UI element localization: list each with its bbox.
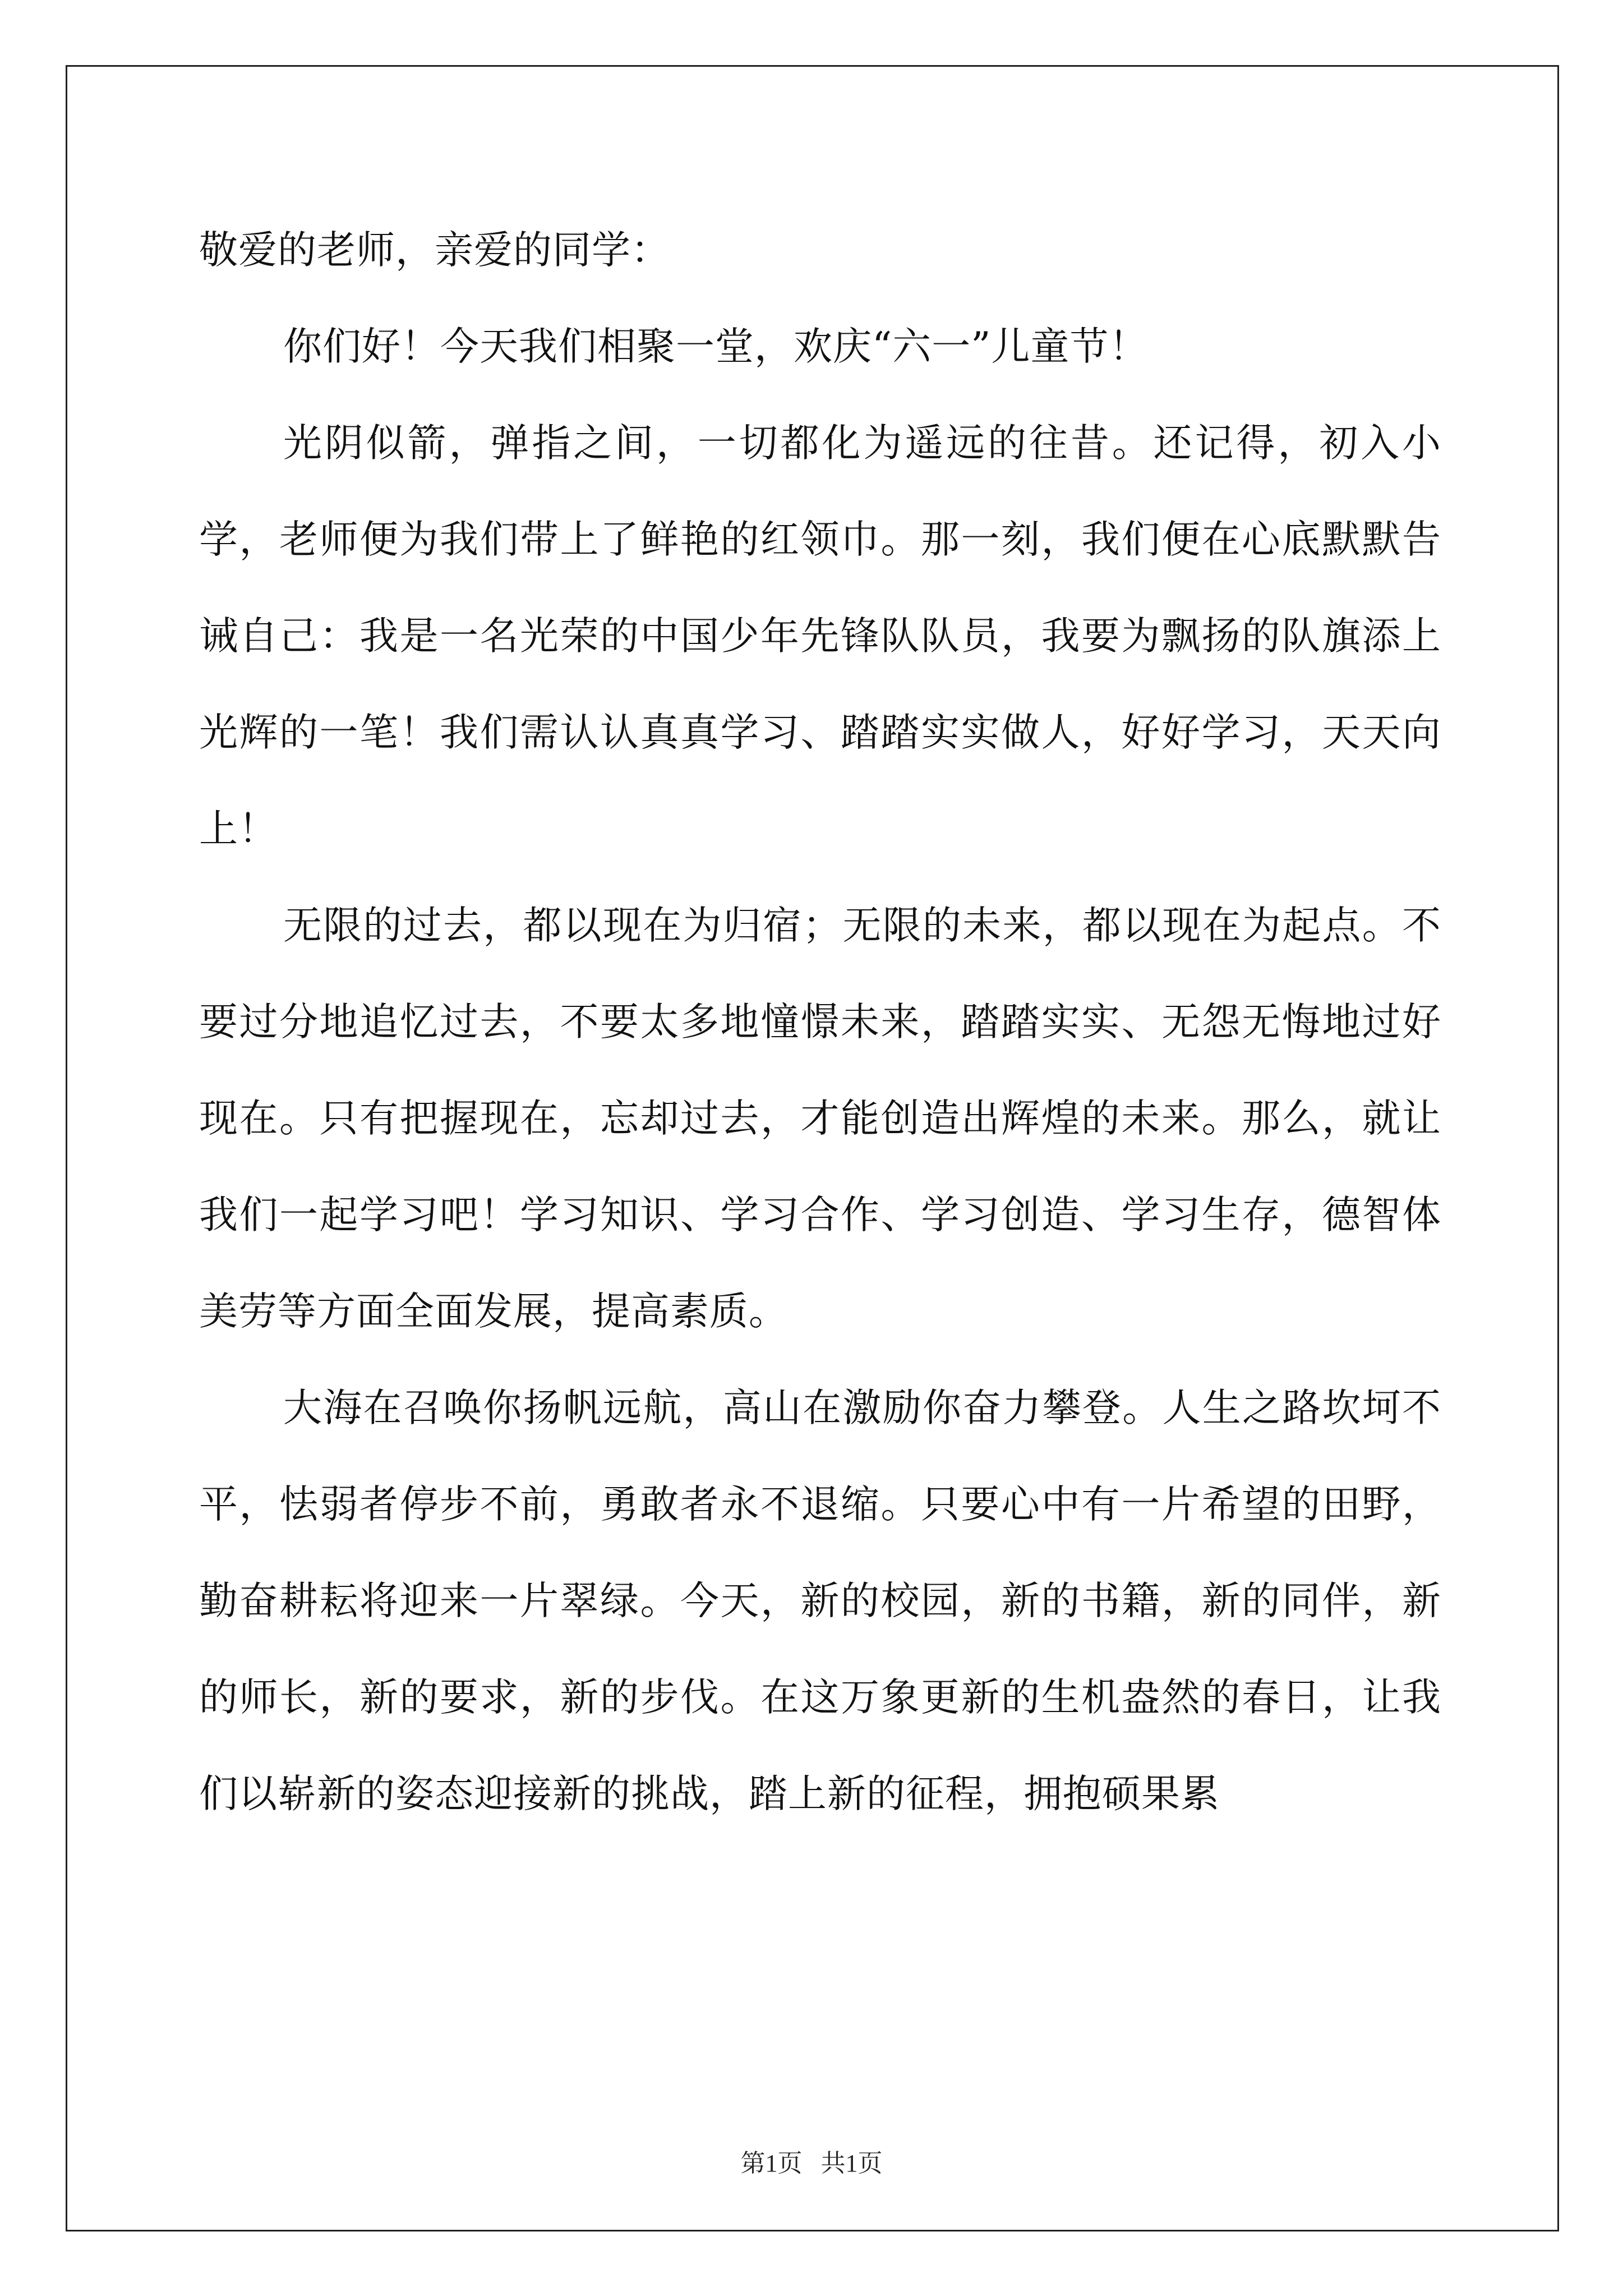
paragraph-time-passes: 光阴似箭，弹指之间，一切都化为遥远的往昔。还记得，初入小学，老师便为我们带上了鲜艳的红领巾。那一刻，我们便在心底默默告诫自己：我是一名光荣的中国少年先锋队队员，我要为飘扬的队旗添上光辉的一笔！我们需认认真真学习、踏踏实实做人，好好学习，天天向上！ (199, 421, 1441, 852)
paragraph-present: 无限的过去，都以现在为归宿；无限的未来，都以现在为起点。不要过分地追忆过去，不要太多地憧憬未来，踏踏实实、无怨无悔地过好现在。只有把握现在，忘却过去，才能创造出辉煌的未来。那么，就让我们一起学习吧！学习知识、学习合作、学习创造、学习生存，德智体美劳等方面全面发展，提高素质。 (199, 903, 1441, 1334)
paragraph-greeting: 你们好！今天我们相聚一堂，欢庆“六一”儿童节！ (283, 324, 1149, 369)
salutation: 敬爱的老师，亲爱的同学： (199, 228, 670, 273)
paragraph-new-journey: 大海在召唤你扬帆远航，高山在激励你奋力攀登。人生之路坎坷不平，怯弱者停步不前，勇敢者永不退缩。只要心中有一片希望的田野，勤奋耕耘将迎来一片翠绿。今天，新的校园，新的书籍，新的同伴，新的师长，新的要求，新的步伐。在这万象更新的生机盎然的春日，让我们以崭新的姿态迎接新的挑战，踏上新的征程，拥抱硕果累 (199, 1386, 1441, 1816)
page-number-footer: 第1页 共1页 (740, 2150, 883, 2177)
document-body (199, 202, 1441, 1842)
